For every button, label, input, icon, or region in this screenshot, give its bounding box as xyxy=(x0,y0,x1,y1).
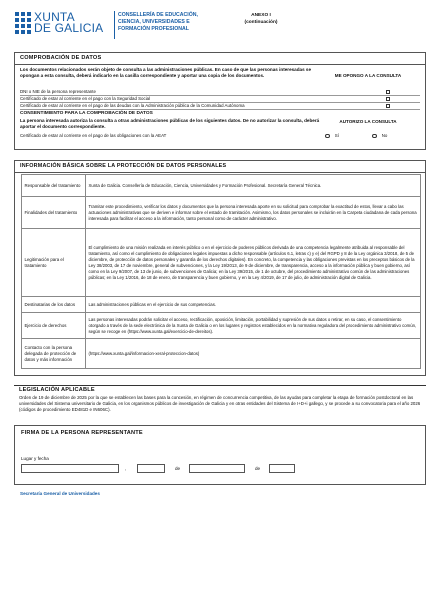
comma-separator: , xyxy=(125,466,127,471)
check-row-label: Certificado de estar al corriente en el pago de las deudas con la Administración pública de la Comunidad Autónoma xyxy=(20,103,245,108)
month-input[interactable] xyxy=(189,464,245,473)
table-row xyxy=(22,175,421,197)
table-row xyxy=(22,229,421,297)
brand-line-1: XUNTA xyxy=(34,10,75,24)
place-date-label: Lugar y fecha xyxy=(21,456,49,461)
privacy-label: Responsable del tratamiento xyxy=(22,175,86,197)
privacy-text: Las personas interesadas podrán solicitar el acceso, rectificación, oposición, limitación, portabilidad y supresión de sus datos o retirar, en su caso, el consentimiento otorgado a través de la sede electrónica de la Xunta de Galicia o en los lugares y registros establecidos en la normativa reguladora del procedimiento administrativo común, según se recoge en (https://www.xunta.gal/exercicio-de-dereitos). xyxy=(86,313,421,339)
privacy-text: Las administraciones públicas en el ejercicio de sus competencias. xyxy=(86,297,421,313)
oppose-header: ME OPONGO A LA CONSULTA xyxy=(334,73,402,78)
xunta-emblem-icon xyxy=(14,11,32,39)
data-check-intro: Los documentos relacionados serán objeto de consulta a las administraciones públicas. En caso de que las personas interesadas se opongan a esta consulta, deberá indicarlo en la casilla correspondiente y aportar una copia de los documentos. xyxy=(20,67,312,78)
authorize-header: AUTORIZO LA CONSULTA xyxy=(339,119,397,124)
privacy-label: Destinatarias de los datos xyxy=(22,297,86,313)
check-row-social-security xyxy=(20,96,420,103)
yes-radio-icon[interactable] xyxy=(325,134,330,139)
data-check-section xyxy=(14,52,426,150)
no-label: No xyxy=(381,133,388,138)
oppose-checkbox-social-security[interactable] xyxy=(386,97,391,102)
oppose-checkbox-regional-debts[interactable] xyxy=(386,104,391,109)
brand-line-2: DE GALICIA xyxy=(34,21,104,35)
dept-line-3: FORMACIÓN PROFESIONAL xyxy=(118,25,189,32)
check-row-dni xyxy=(20,89,420,96)
table-row xyxy=(22,313,421,339)
annex-title: ANEXO I xyxy=(251,13,271,18)
privacy-text: Xunta de Galicia. Consellería de Educación, Ciencia, Universidades y Formación Profesional. Secretaría General Técnica. xyxy=(86,175,421,197)
no-radio-icon[interactable] xyxy=(372,134,377,139)
check-row-aeat xyxy=(20,133,420,141)
dept-line-2: CIENCIA, UNIVERSIDADES E xyxy=(118,18,190,25)
signature-title: FIRMA DE LA PERSONA REPRESENTANTE xyxy=(21,430,143,436)
de-label-2: de xyxy=(255,466,261,471)
oppose-checkbox-dni[interactable] xyxy=(386,90,391,95)
privacy-table xyxy=(21,174,421,369)
annex-label xyxy=(226,12,296,26)
signature-section xyxy=(14,425,426,485)
consent-text: La persona interesada autoriza la consulta a otras administraciones públicas de los siguientes datos. De no autorizar la consulta, deberá aportar el documento correspondiente. xyxy=(20,118,320,129)
data-check-title: COMPROBACIÓN DE DATOS xyxy=(15,53,425,65)
table-row xyxy=(22,339,421,369)
authorize-no-option[interactable] xyxy=(372,133,387,139)
privacy-text: (https://www.xunta.gal/informacion-xeral-proteccion-datos) xyxy=(86,339,421,369)
table-row xyxy=(22,297,421,313)
xunta-logo xyxy=(14,8,224,44)
privacy-section xyxy=(14,160,426,376)
legislation-title: LEGISLACIÓN APLICABLE xyxy=(19,387,95,393)
privacy-label: Legitimación para el tratamiento xyxy=(22,229,86,297)
check-row-label: DNI o NIE de la persona representante xyxy=(20,89,96,94)
footer-text: Secretaría General de Universidades xyxy=(20,491,100,496)
dept-line-1: CONSELLERÍA DE EDUCACIÓN, xyxy=(118,12,198,18)
brand-name xyxy=(34,12,103,34)
table-row xyxy=(22,197,421,229)
privacy-title: INFORMACIÓN BÁSICA SOBRE LA PROTECCIÓN DE DATOS PERSONALES xyxy=(15,161,425,173)
day-input[interactable] xyxy=(137,464,165,473)
privacy-text: El cumplimiento de una misión realizada en interés público o en el ejercicio de poderes públicos derivada de una competencia legalmente atribuida al responsable del tratamiento, así como el cumplimiento de obligaciones legales impuestas a dicho responsable (artículos 6.1, letras c) y e) del RGPD y 8 de la Ley orgánica 3/2018, de 5 de diciembre, de protección de datos personales y garantía de los derechos digitales). En concreto, la competencia y las obligaciones previstas en los preceptos básicos de la Ley 38/2003, de 17 de noviembre, general de subvenciones, y la Ley 19/2013, de 9 de diciembre, de transparencia, acceso a la información pública y buen gobierno, así como en la Ley 9/2007, de 13 de junio, de subvenciones de Galicia; en la Ley 39/2015, de 1 de octubre, del procedimiento administrativo común de las administraciones públicas; en la Ley 1/2016, de 18 de enero, de transparencia y buen gobierno, y en la Ley 4/2019, de 17 de julio, de administración digital de Galicia. xyxy=(86,229,421,297)
place-input[interactable] xyxy=(21,464,119,473)
annex-continuation: (continuación) xyxy=(244,20,278,25)
check-row-label: Certificado de estar al corriente en el pago de las obligaciones con la AEAT xyxy=(20,133,167,138)
de-label-1: de xyxy=(175,466,181,471)
privacy-label: Ejercicio de derechos xyxy=(22,313,86,339)
legislation-text: Orden de 19 de diciembre de 2025 por la que se establecen las bases para la concesión, en régimen de concurrencia competitiva, de las ayudas para completar la etapa de formación postdoctoral en las universidades del Sistema universitario de Galicia, en los organismos públicos de investigación de Galicia y en otras entidades del Sistema de I+D+i gallego, y se procede a su convocatoria para el año 2026 (códigos de procedimiento ED481D e IN606C). xyxy=(19,395,421,413)
consent-title: CONSENTIMIENTO PARA LA COMPROBACIÓN DE DATOS xyxy=(20,111,153,116)
department-name xyxy=(118,12,228,32)
authorize-yes-option[interactable] xyxy=(325,133,339,139)
privacy-label: Contacto con la persona delegada de protección de datos y más información xyxy=(22,339,86,369)
privacy-text: Tramitar este procedimiento, verificar los datos y documentos que la persona interesada aporte en su solicitud para comprobar la exactitud de estos, llevar a cabo las actuaciones administrativas que se deriven e informar sobre el estado de tramitación. Asimismo, los datos personales se incluirán en la Carpeta ciudadana de cada persona interesada para facilitar el acceso a la información, tanto personal como de carácter administrativo. xyxy=(86,197,421,229)
check-row-label: Certificado de estar al corriente en el pago con la Seguridad Social xyxy=(20,96,151,101)
privacy-label: Finalidades del tratamiento xyxy=(22,197,86,229)
yes-label: Sí xyxy=(334,133,339,138)
brand-separator xyxy=(114,11,115,39)
page-header xyxy=(14,6,434,46)
year-input[interactable] xyxy=(269,464,295,473)
legislation-section xyxy=(14,385,426,419)
check-row-regional-debts xyxy=(20,103,420,110)
